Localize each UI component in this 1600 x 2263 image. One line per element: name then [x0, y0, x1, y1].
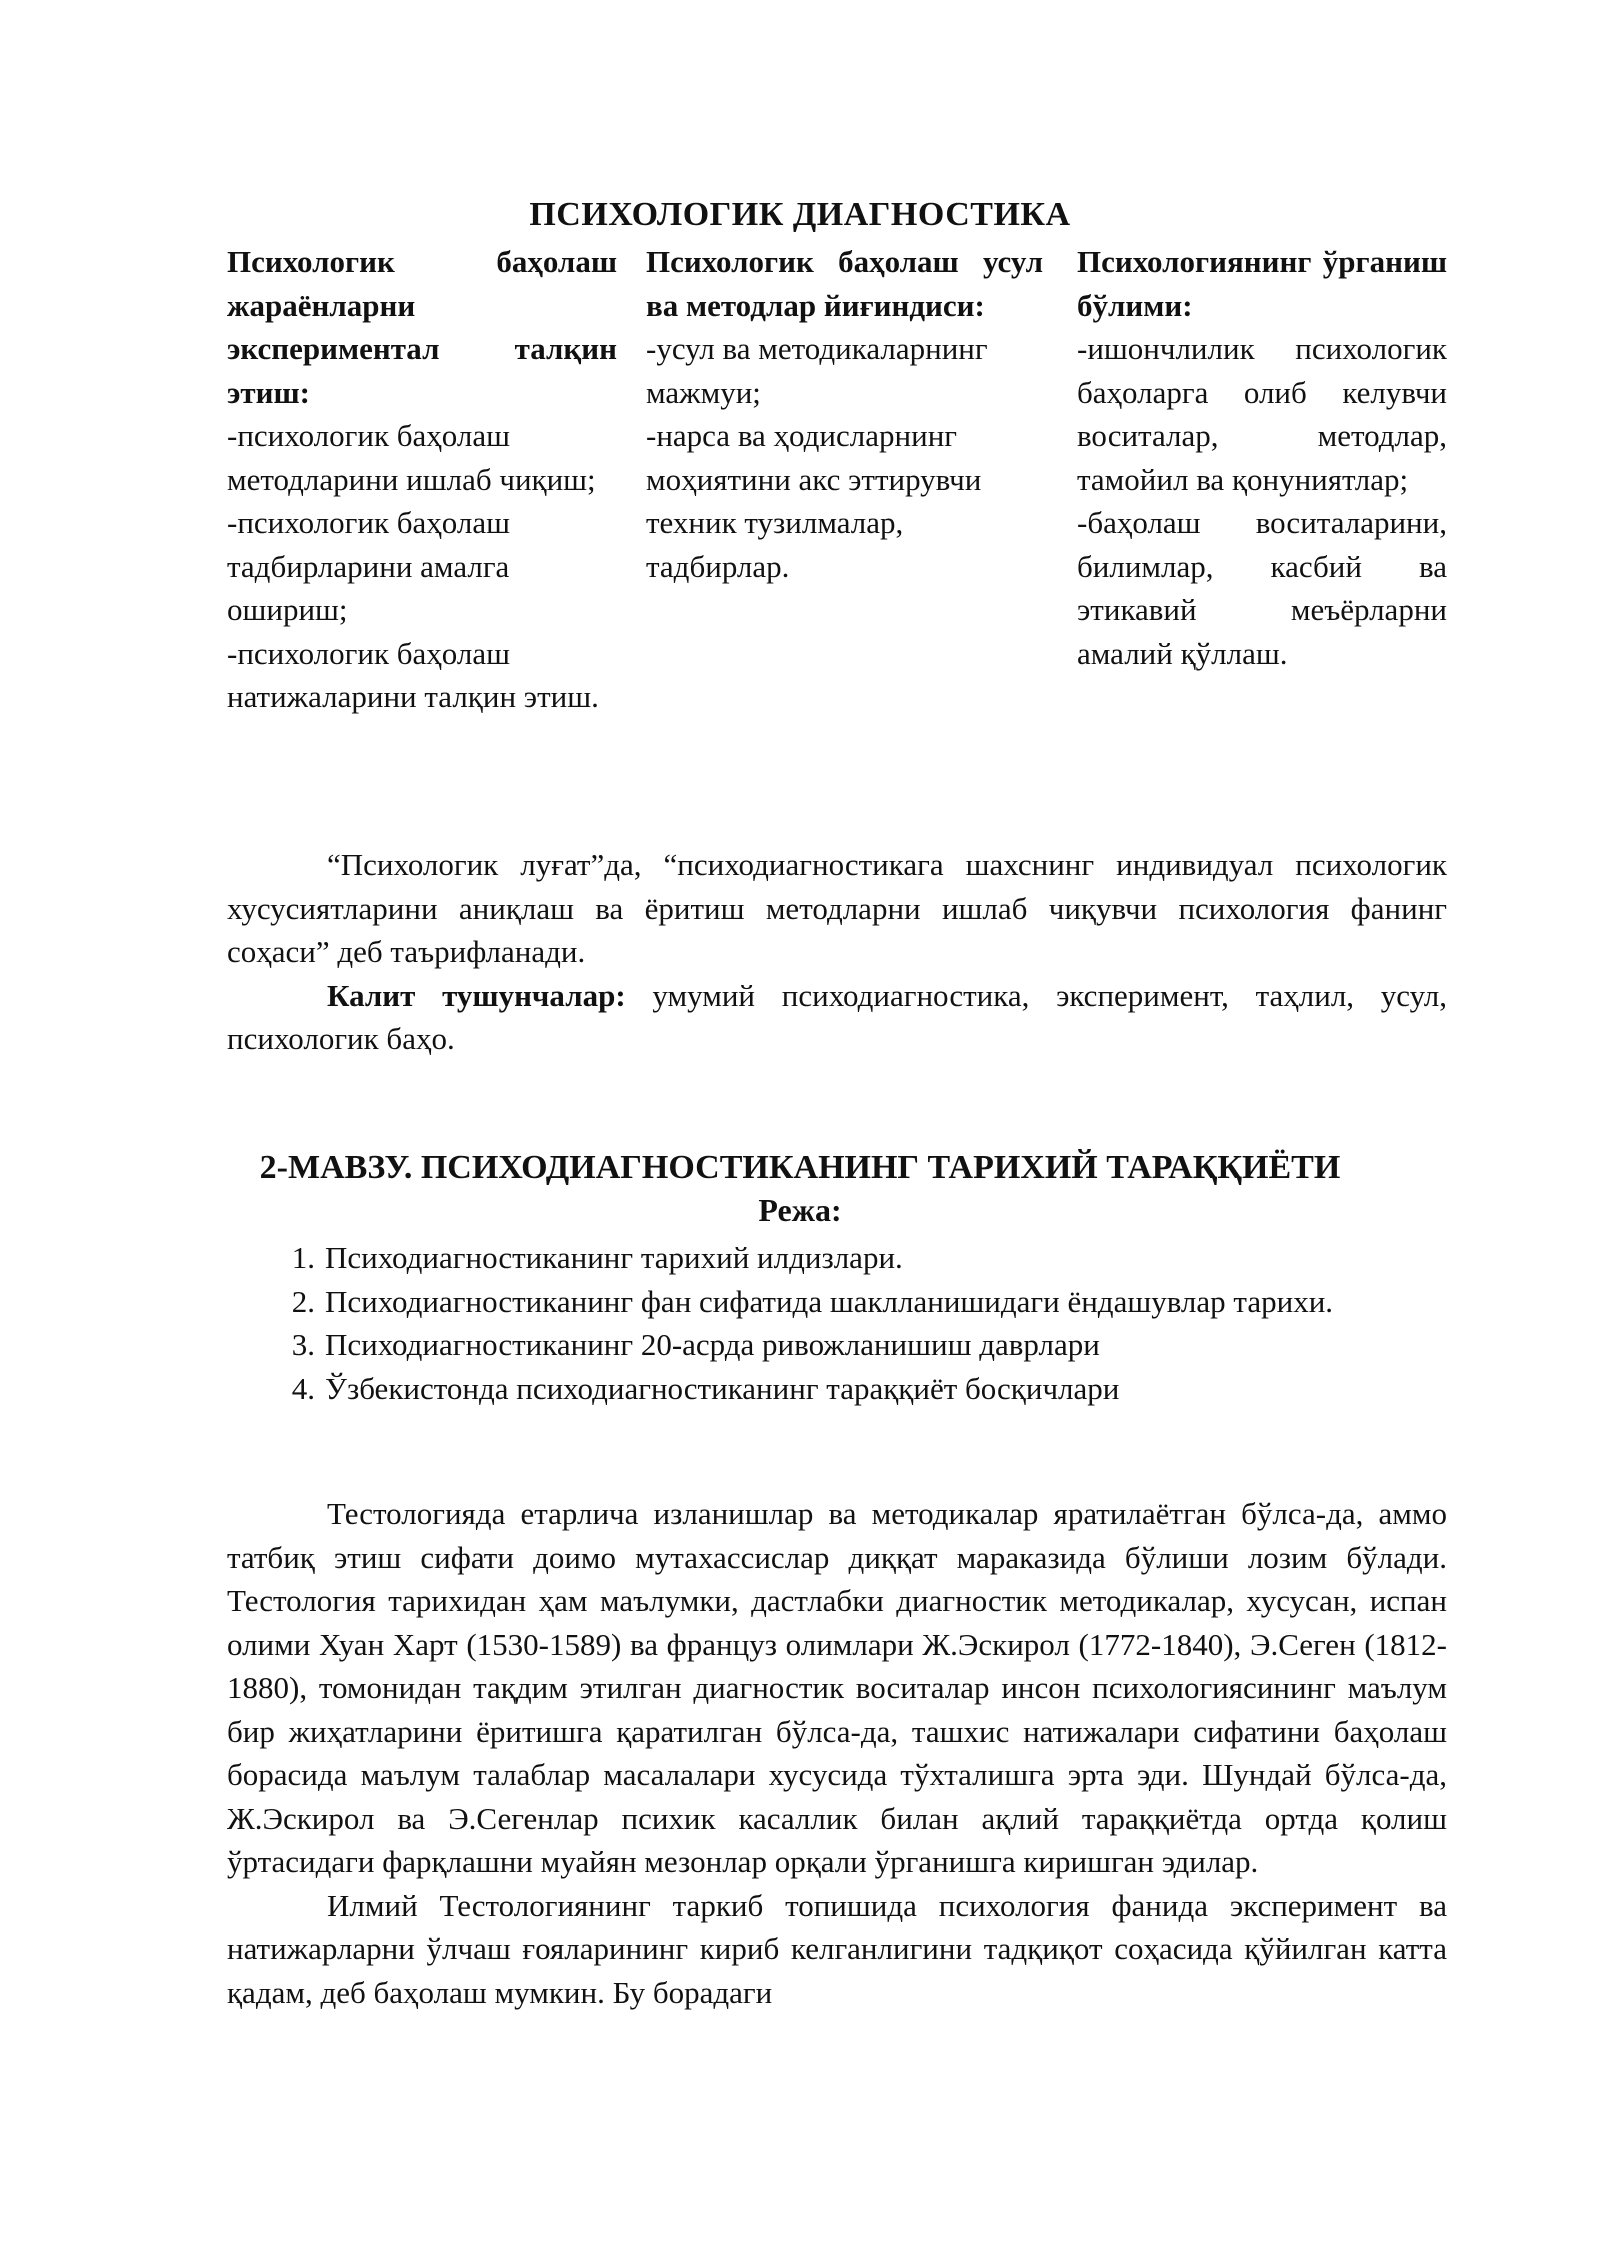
body-paragraph: Тестологияда етарлича изланишлар ва методикалар яратилаётган бўлса-да, аммо татбиқ этиш сифати доимо мутахассислар диққат мараказида бўлиши лозим бўлади. Тестология тарихидан ҳам маълумки, дастлабки диагностик методикалар, хусусан, испан олими Хуан Харт (1530-1589) ва француз олимлари Ж.Эскирол (1772-1840), Э.Сеген (1812-1880), томонидан тақдим этилган диагностик воситалар инсон психологиясининг маълум бир жиҳатларини ёритишга қаратилган бўлса-да, ташхис натижалари сифатини баҳолаш борасида маълум талаблар масалалари хусусида тўхталишга эрта эди. Шундай бўлса-да, Ж.Эскирол ва Э.Сегенлар психик касаллик билан ақлий тараққиётда ортда қолиш ўртасидаги фарқлашни муайян мезонлар орқали ўрганишга киришган эдилар.	[227, 1496, 1447, 1879]
column-item: -психологик баҳолаш тадбирларини амалга ошириш;	[227, 505, 510, 627]
plan-item-text: Психодиагностиканинг фан сифатида шаклланишидаги ёндашувлар тарихи.	[325, 1283, 1334, 1319]
column-heading: Психологиянинг ўрганиш бўлими:	[1077, 244, 1447, 323]
definition-paragraph: “Психологик луғат”да, “психодиагностикага шахснинг индивидуал психологик хусусиятларини аниқлаш ва ёритиш методларни ишлаб чиқувчи психология фанинг соҳаси” деб таърифланади.	[227, 847, 1447, 969]
plan-item-number: 1.	[291, 1240, 315, 1275]
plan-item	[227, 1236, 1447, 1280]
plan-item-number: 3.	[291, 1327, 315, 1362]
plan-list	[227, 1236, 1447, 1410]
plan-item	[227, 1367, 1447, 1411]
plan-heading: Режа:	[758, 1192, 842, 1228]
column-heading: Психологик баҳолаш жараёнларни экспериментал талқин этиш:	[227, 244, 617, 410]
plan-item-text: Ўзбекистонда психодиагностиканинг тараққиёт босқичлари	[325, 1370, 1120, 1406]
plan-item-text: Психодиагностиканинг 20-асрда ривожланишиш даврлари	[325, 1327, 1100, 1362]
plan-item-number: 4.	[291, 1370, 315, 1406]
main-text	[227, 1492, 1447, 2014]
column-item: -нарса ва ҳодисларнинг моҳиятини акс эттирувчи техник тузилмалар, тадбирлар.	[646, 418, 982, 584]
column-item: -психологик баҳолаш натижаларини талқин этиш.	[227, 635, 599, 714]
key-concepts-label: Калит тушунчалар:	[327, 977, 626, 1013]
body-paragraph: Илмий Тестологиянинг таркиб топишида психология фанида эксперимент ва натижарларни ўлчаш ғояларининг кириб келганлигини тадқиқот соҳасида қўйилган катта қадам, деб баҳолаш мумкин. Бу борадаги	[227, 1887, 1447, 2010]
page-title: ПСИХОЛОГИК ДИАГНОСТИКА	[529, 196, 1071, 233]
definition-block	[227, 843, 1447, 1061]
plan-item	[227, 1280, 1447, 1324]
column-methods-collection	[646, 240, 1043, 588]
section-title: 2-МАВЗУ. ПСИХОДИАГНОСТИКАНИНГ ТАРИХИЙ ТАРАҚҚИЁТИ	[259, 1149, 1341, 1186]
column-item: -психологик баҳолаш методларини ишлаб чиқиш;	[227, 418, 596, 497]
key-concepts-paragraph	[227, 974, 1447, 1061]
plan-item-number: 2.	[291, 1283, 315, 1319]
column-study-section	[1077, 240, 1447, 675]
column-item: -баҳолаш воситаларини, билимлар, касбий ва этикавий меъёрларни амалий қўллаш.	[1077, 505, 1447, 671]
key-concepts-text: умумий психодиагностика, эксперимент, таҳлил, усул, психологик баҳо.	[227, 977, 1448, 1056]
column-item: -ишончлилик психологик баҳоларга олиб келувчи воситалар, методлар, тамойил ва қонуниятлар;	[1077, 331, 1447, 497]
plan-item-text: Психодиагностиканинг тарихий илдизлари.	[325, 1240, 903, 1275]
column-assessment-process	[227, 240, 617, 719]
column-heading: Психологик баҳолаш усул ва методлар йиғиндиси:	[646, 244, 1043, 323]
plan-item	[227, 1323, 1447, 1367]
column-item: -усул ва методикаларнинг мажмуи;	[646, 331, 988, 410]
